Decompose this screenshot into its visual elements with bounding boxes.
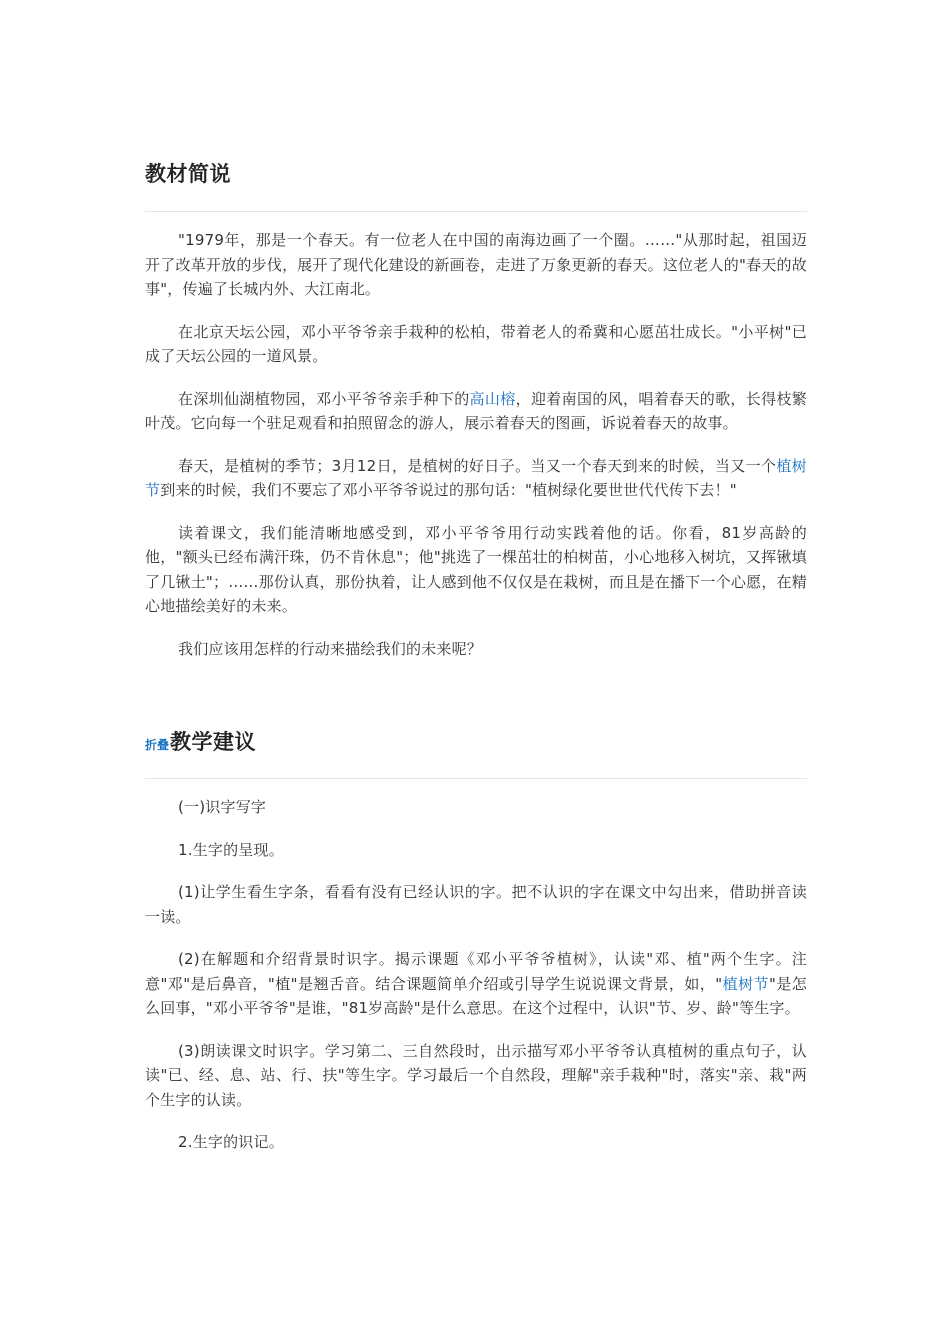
paragraph: (一)识字写字 xyxy=(178,798,267,816)
paragraph: 1.生字的呈现。 xyxy=(178,840,284,859)
paragraph-text: 在深圳仙湖植物园，邓小平爷爷亲手种下的 xyxy=(178,389,470,408)
paragraph-text: 到来的时候，我们不要忘了邓小平爷爷说过的那句话："植树绿化要世世代代传下去！" xyxy=(160,481,737,499)
section-title-textbook-overview xyxy=(145,160,231,188)
paragraph xyxy=(145,947,807,1021)
paragraph: 读着课文，我们能清晰地感受到，邓小平爷爷用行动实践着他的话。你看，81岁高龄的他，"额头已经布满汗珠，仍不肯休息"；他"挑选了一棵茁壮的柏树苗，小心地移入树坑，又挥锹填了几锹土"；……那份认真，那份执着，让人感到他不仅仅是在栽树，而且是在播下一个心愿，在精心地描绘美好的未来。 xyxy=(145,523,807,615)
section-body-teaching-suggestions xyxy=(145,795,807,1155)
paragraph-text: ，迎着南国的风，唱着春天的歌，长得枝繁叶茂。它向每一个驻足观看和拍照留念的游人，展示着春天的图画，诉说着春天的故事。 xyxy=(145,389,807,432)
link-gaoshanrong[interactable]: 高山榕 xyxy=(469,389,516,408)
paragraph: (1)让学生看生字条，看看有没有已经认识的字。把不认识的字在课文中勾出来，借助拼音读一读。 xyxy=(145,883,807,926)
paragraph-text: 春天，是植树的季节；3月12日，是植树的好日子。当又一个春天到来的时候，当又一个 xyxy=(178,456,777,475)
paragraph: 2.生字的识记。 xyxy=(178,1133,284,1151)
section-divider xyxy=(145,211,807,212)
paragraph: 在北京天坛公园，邓小平爷爷亲手栽种的松柏，带着老人的希冀和心愿茁壮成长。"小平树"已成了天坛公园的一道风景。 xyxy=(145,322,807,365)
section-title-text: 教材简说 xyxy=(145,162,231,186)
link-arbor-day[interactable]: 植树节 xyxy=(145,456,808,499)
paragraph-text: "是怎么回事，"邓小平爷爷"是谁，"81岁高龄"是什么意思。在这个过程中，认识"节、岁、龄"等生字。 xyxy=(145,974,807,1017)
section-title-teaching-suggestions xyxy=(145,728,256,759)
paragraph xyxy=(145,387,807,436)
link-arbor-day[interactable]: 植树节 xyxy=(722,974,769,993)
paragraph: "1979年，那是一个春天。有一位老人在中国的南海边画了一个圈。……"从那时起，祖国迈开了改革开放的步伐，展开了现代化建设的新画卷，走进了万象更新的春天。这位老人的"春天的故事"，传遍了长城内外、大江南北。 xyxy=(145,231,807,298)
fold-button[interactable]: 折叠 xyxy=(145,738,170,752)
paragraph-text: (2)在解题和介绍背景时识字。揭示课题《邓小平爷爷植树》，认读"邓、植"两个生字。注意"邓"是后鼻音，"植"是翘舌音。结合课题简单介绍或引导学生说说课文背景，如，" xyxy=(145,950,807,993)
paragraph: (3)朗读课文时识字。学习第二、三自然段时，出示描写邓小平爷爷认真植树的重点句子，认读"已、经、息、站、行、扶"等生字。学习最后一个自然段，理解"亲手栽种"时，落实"亲、栽"两个生字的认读。 xyxy=(145,1041,807,1109)
section-body-textbook-overview xyxy=(145,228,807,661)
section-title-text: 教学建议 xyxy=(170,730,257,754)
section-divider xyxy=(145,778,807,779)
paragraph xyxy=(145,454,807,503)
paragraph: 我们应该用怎样的行动来描绘我们的未来呢？ xyxy=(178,639,483,658)
